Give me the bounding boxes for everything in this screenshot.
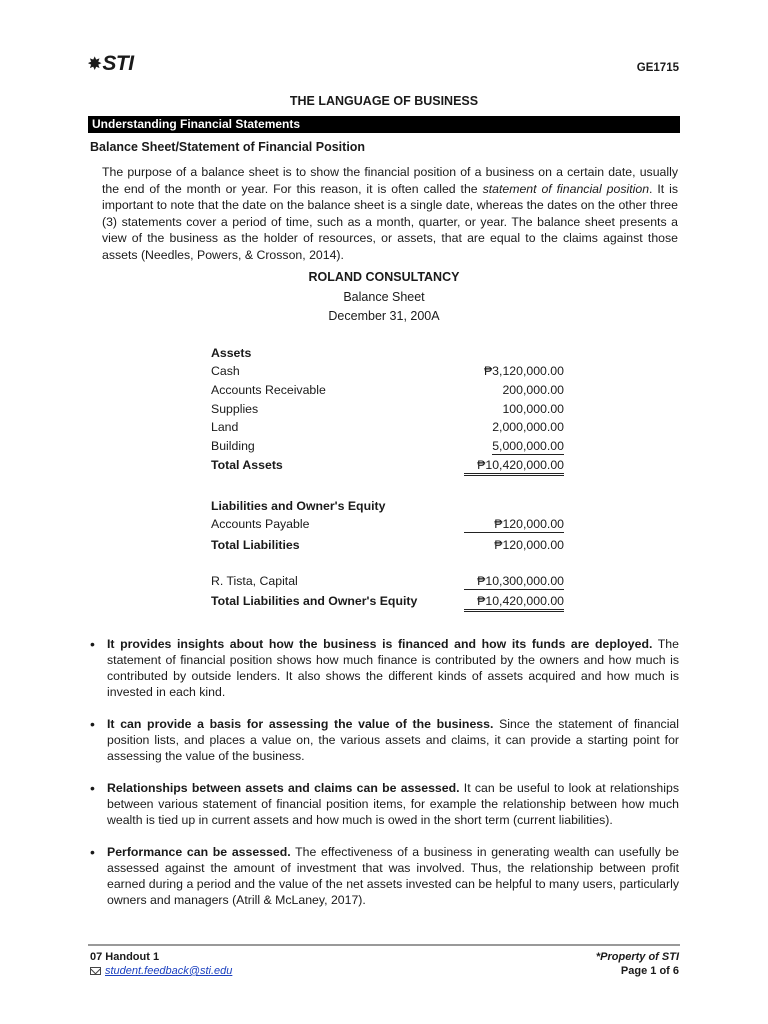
- liabilities-heading: Liabilities and Owner's Equity: [211, 499, 386, 513]
- total-liabilities-row: [211, 538, 564, 556]
- asset-row: [211, 402, 564, 420]
- statement-name: Balance Sheet: [343, 290, 425, 304]
- total-assets-label: Total Assets: [211, 458, 283, 472]
- total-liabilities-equity-label: Total Liabilities and Owner's Equity: [211, 594, 418, 608]
- asset-label: Building: [211, 439, 255, 453]
- bullet-text: Since the statement of financial position lists, and places a value on, the various assets and claims, it can provide a starting point for assessing the value of the business.: [107, 717, 680, 763]
- accounts-payable-row: [211, 517, 564, 535]
- sti-logo: [88, 52, 134, 76]
- total-liabilities-amount: ₱120,000.00: [494, 538, 564, 552]
- handout-label: 07 Handout 1: [90, 951, 160, 963]
- asset-row: [211, 420, 564, 438]
- capital-amount: ₱10,300,000.00: [464, 574, 564, 590]
- bullet-icon: •: [90, 636, 95, 652]
- asset-amount: ₱3,120,000.00: [483, 364, 564, 378]
- total-liabilities-label: Total Liabilities: [211, 538, 300, 552]
- section-title-bar: Understanding Financial Statements: [88, 116, 680, 133]
- list-item: [90, 716, 679, 764]
- accounts-payable-label: Accounts Payable: [211, 517, 310, 531]
- liabilities-heading-row: [211, 499, 564, 517]
- list-item: [90, 844, 679, 908]
- document-code: GE1715: [636, 62, 679, 74]
- bullet-icon: •: [90, 780, 95, 796]
- bullet-icon: •: [90, 844, 95, 860]
- intro-text-2: . It is important to note that the date on the balance sheet is a single date, whereas the dates on the other three (3) statements cover a period of time, such as a month, quarter, or year. The balance sheet presents a view of the business as the holder of resources, or assets, that are equal to the claims against those assets (Needles, Powers, & Crosson, 2014).: [102, 181, 678, 262]
- bullet-bold: It can provide a basis for assessing the value of the business.: [107, 717, 494, 731]
- logo-text: STI: [102, 52, 134, 75]
- total-liabilities-equity-amount: ₱10,420,000.00: [464, 594, 564, 612]
- bullet-bold: Relationships between assets and claims can be assessed.: [107, 781, 460, 795]
- asset-label: Cash: [211, 364, 240, 378]
- list-item: [90, 636, 679, 700]
- list-item: [90, 780, 679, 828]
- footer-divider: [88, 944, 680, 946]
- asset-row: [211, 364, 564, 382]
- star-icon: ✸: [88, 56, 102, 73]
- bullet-icon: •: [90, 716, 95, 732]
- asset-row: [211, 383, 564, 401]
- capital-label: R. Tista, Capital: [211, 574, 298, 588]
- asset-row: [211, 439, 564, 457]
- document-title: THE LANGUAGE OF BUSINESS: [289, 94, 479, 108]
- capital-row: [211, 574, 564, 592]
- asset-amount: 5,000,000.00: [492, 439, 564, 453]
- bullet-bold: It provides insights about how the business is financed and how its funds are deployed.: [107, 637, 653, 651]
- bullet-text: It can be useful to look at relationships between various statement of financial position items, for example the relationship between how much wealth is tied up in current assets and how much is owed in the short term (current liabilities).: [107, 781, 679, 827]
- total-assets-amount: ₱10,420,000.00: [464, 458, 564, 476]
- statement-date: December 31, 200A: [328, 309, 440, 323]
- bullet-bold: Performance can be assessed.: [107, 845, 291, 859]
- company-name: ROLAND CONSULTANCY: [308, 270, 460, 284]
- bullet-list: [90, 636, 679, 924]
- total-assets-row: [211, 458, 564, 476]
- mail-icon: [90, 967, 101, 975]
- asset-label: Land: [211, 420, 239, 434]
- property-label: *Property of STI: [595, 951, 679, 963]
- asset-label: Accounts Receivable: [211, 383, 326, 397]
- asset-amount: 200,000.00: [502, 383, 564, 397]
- accounts-payable-amount: ₱120,000.00: [464, 517, 564, 533]
- intro-text-1: The purpose of a balance sheet is to show the financial position of a business on a certain date, usually the end of the month or year. For this reason, it is often called the: [102, 165, 678, 196]
- intro-italic: statement of financial position: [482, 181, 650, 196]
- bullet-text: The statement of financial position shows how much finance is contributed by the owners and how much is contributed by outside lenders. It also shows the different kinds of assets acquired and how much is invested in each kind.: [107, 637, 679, 699]
- asset-label: Supplies: [211, 402, 259, 416]
- footer-email-line: [90, 965, 232, 977]
- intro-paragraph: [102, 164, 678, 263]
- total-liabilities-equity-row: [211, 594, 564, 612]
- feedback-email-link[interactable]: student.feedback@sti.edu: [105, 965, 233, 977]
- asset-amount: 2,000,000.00: [492, 420, 564, 434]
- assets-heading-row: [211, 346, 564, 364]
- assets-heading: Assets: [211, 346, 252, 360]
- bullet-text: The effectiveness of a business in generating wealth can usefully be assessed against the amount of investment that was involved. Thus, the relationship between profit earned during a period and the value of the net assets invested can be helpful to many users, particularly owners and managers (Atrill & McLaney, 2017).: [107, 845, 679, 907]
- asset-amount: 100,000.00: [502, 402, 564, 416]
- page-number: Page 1 of 6: [620, 965, 679, 977]
- subheading: Balance Sheet/Statement of Financial Position: [90, 140, 366, 154]
